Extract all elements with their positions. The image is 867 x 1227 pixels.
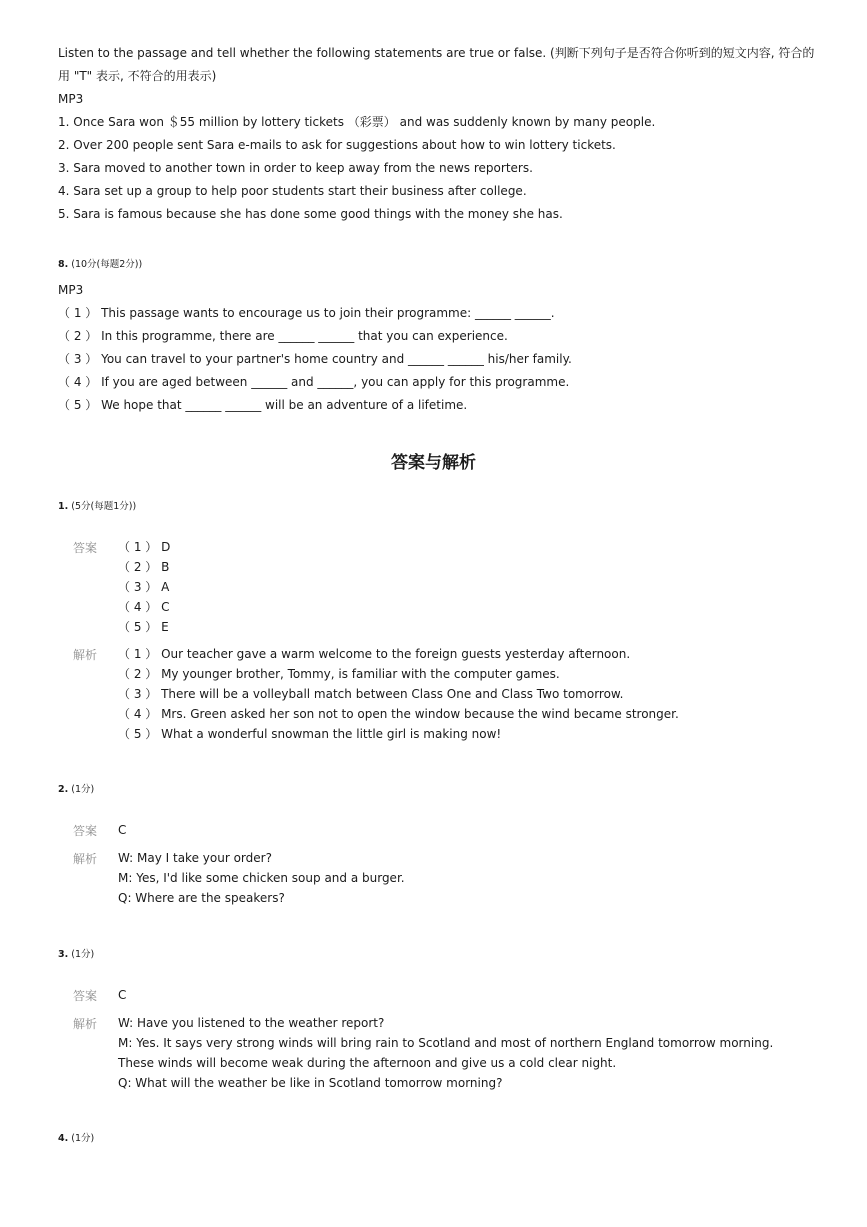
- fill-blank-item: （ 3 ） You can travel to your partner's home country and ______ ______ his/her family.: [58, 352, 572, 366]
- analysis-item: M: Yes. It says very strong winds will bring rain to Scotland and most of northern England tomorrow morning. These winds will become weak during the afternoon and give us a cold clear night.: [118, 1036, 774, 1070]
- answer-value: C: [118, 823, 127, 837]
- answer-3-header: [58, 946, 94, 960]
- question-number: 8.: [58, 259, 69, 270]
- answer-2-header: [58, 781, 94, 795]
- answers-section-title: 答案与解析: [391, 453, 476, 473]
- analysis-item: W: Have you listened to the weather report?: [118, 1016, 385, 1030]
- analysis-item: Q: Where are the speakers?: [118, 891, 285, 905]
- answer-item: （ 3 ） A: [118, 580, 170, 594]
- statement-item: 4. Sara set up a group to help poor students start their business after college.: [58, 184, 527, 198]
- question-score: (5分(每题1分)): [71, 501, 137, 512]
- question-score: (1分): [71, 784, 95, 795]
- analysis-item: M: Yes, I'd like some chicken soup and a burger.: [118, 871, 405, 885]
- question-number: 2.: [58, 784, 69, 795]
- analysis-item: （ 3 ） There will be a volleyball match between Class One and Class Two tomorrow.: [118, 687, 624, 701]
- question-score: (1分): [71, 949, 95, 960]
- analysis-item: （ 4 ） Mrs. Green asked her son not to open the window because the wind became stronger.: [118, 707, 679, 721]
- answer-item: （ 1 ） D: [118, 540, 171, 554]
- mp3-label[interactable]: MP3: [58, 283, 84, 297]
- analysis-item: （ 2 ） My younger brother, Tommy, is familiar with the computer games.: [118, 667, 560, 681]
- question-number: 3.: [58, 949, 69, 960]
- statement-item: 3. Sara moved to another town in order to keep away from the news reporters.: [58, 161, 533, 175]
- analysis-list: [118, 848, 405, 908]
- answer-value: C: [118, 988, 127, 1002]
- analysis-item: W: May I take your order?: [118, 851, 272, 865]
- statement-item: 1. Once Sara won ＄55 million by lottery tickets （彩票） and was suddenly known by many people.: [58, 115, 656, 129]
- answer-item: （ 4 ） C: [118, 600, 170, 614]
- answer-label: 答案: [73, 541, 98, 555]
- answer-1-header: [58, 498, 136, 512]
- question-8-header: [58, 256, 142, 270]
- question-number: 4.: [58, 1133, 69, 1144]
- answer-item: （ 5 ） E: [118, 620, 169, 634]
- analysis-item: （ 5 ） What a wonderful snowman the little girl is making now!: [118, 727, 502, 741]
- analysis-list: [118, 1013, 808, 1093]
- fill-blank-item: （ 2 ） In this programme, there are ______ ______ that you can experience.: [58, 329, 508, 343]
- analysis-label: 解析: [73, 1017, 98, 1031]
- question-score: (10分(每题2分)): [71, 259, 143, 270]
- statement-item: 5. Sara is famous because she has done some good things with the money she has.: [58, 207, 563, 221]
- instruction-text: Listen to the passage and tell whether the following statements are true or false. (判断下列句子是否符合你听到的短文内容, 符合的用 "T" 表示, 不符合的用表示): [58, 46, 815, 83]
- answer-list: [118, 537, 170, 637]
- analysis-label: 解析: [73, 648, 98, 662]
- statement-item: 2. Over 200 people sent Sara e-mails to ask for suggestions about how to win lottery tickets.: [58, 138, 616, 152]
- fill-blank-item: （ 1 ） This passage wants to encourage us to join their programme: ______ ______.: [58, 306, 555, 320]
- answer-4-header: [58, 1130, 94, 1144]
- analysis-list: [118, 644, 679, 744]
- mp3-label[interactable]: MP3: [58, 92, 84, 106]
- analysis-label: 解析: [73, 852, 98, 866]
- answer-label: 答案: [73, 824, 98, 838]
- fill-blank-item: （ 5 ） We hope that ______ ______ will be an adventure of a lifetime.: [58, 398, 468, 412]
- answer-label: 答案: [73, 989, 98, 1003]
- question-number: 1.: [58, 501, 69, 512]
- question-score: (1分): [71, 1133, 95, 1144]
- answer-item: （ 2 ） B: [118, 560, 170, 574]
- analysis-item: （ 1 ） Our teacher gave a warm welcome to the foreign guests yesterday afternoon.: [118, 647, 631, 661]
- fill-blank-item: （ 4 ） If you are aged between ______ and ______, you can apply for this programme.: [58, 375, 570, 389]
- analysis-item: Q: What will the weather be like in Scotland tomorrow morning?: [118, 1076, 503, 1090]
